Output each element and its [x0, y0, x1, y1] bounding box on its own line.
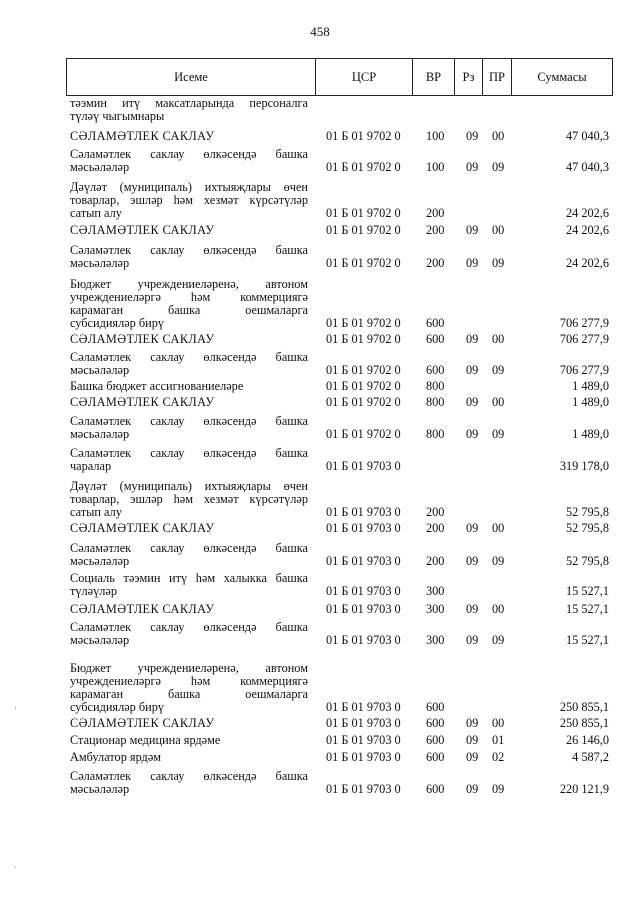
row-sum: 24 202,6 — [565, 206, 609, 220]
row-csr: 01 Б 01 9702 0 — [326, 427, 401, 441]
row-sum: 47 040,3 — [565, 129, 609, 143]
row-vr: 800 — [426, 379, 445, 393]
row-rz: 09 — [466, 716, 479, 730]
row-csr: 01 Б 01 9702 0 — [326, 316, 401, 330]
row-sum: 24 202,6 — [565, 256, 609, 270]
row-name-line: чаралар — [70, 459, 112, 473]
row-rz: 09 — [466, 256, 479, 270]
table-row — [0, 616, 640, 647]
row-name-line: карамаган башка оешмаларга — [70, 303, 308, 317]
row-vr: 600 — [426, 316, 445, 330]
row-vr: 600 — [426, 750, 445, 764]
row-name — [70, 751, 308, 764]
row-name-line: Амбулатор ярдәм — [70, 750, 162, 764]
row-name-line: Сәламәтлек саклау өлкәсендә башка — [70, 446, 308, 460]
header-sum: Суммасы — [537, 69, 587, 84]
row-rz: 09 — [466, 733, 479, 747]
row-pr: 00 — [492, 716, 505, 730]
row-pr: 00 — [492, 223, 505, 237]
row-pr: 09 — [492, 554, 505, 568]
row-name — [70, 480, 308, 519]
row-name-line: сатып алу — [70, 206, 122, 220]
row-name — [70, 603, 308, 616]
table-row — [0, 377, 640, 393]
table-row — [0, 647, 640, 714]
row-pr: 09 — [492, 782, 505, 796]
row-rz: 09 — [466, 782, 479, 796]
row-csr: 01 Б 01 9703 0 — [326, 700, 401, 714]
row-name-line: Бюджет учреждениеләренә, автоном — [70, 277, 308, 291]
row-vr: 300 — [426, 633, 445, 647]
table-row — [0, 730, 640, 747]
row-rz: 09 — [466, 521, 479, 535]
row-csr: 01 Б 01 9703 0 — [326, 584, 401, 598]
row-sum: 1 489,0 — [572, 379, 609, 393]
row-sum: 4 587,2 — [572, 750, 609, 764]
row-vr: 300 — [426, 602, 445, 616]
row-sum: 52 795,8 — [565, 505, 609, 519]
row-name-line: тәэмин итү максатларында персоналга — [70, 96, 308, 110]
row-sum: 52 795,8 — [565, 554, 609, 568]
row-csr: 01 Б 01 9702 0 — [326, 160, 401, 174]
table-row — [0, 473, 640, 519]
row-name — [70, 181, 308, 220]
row-name-line: СӘЛАМӘТЛЕК САКЛАУ — [70, 223, 215, 237]
header-name: Исеме — [67, 59, 316, 95]
table-row — [0, 97, 640, 123]
row-sum: 26 146,0 — [565, 733, 609, 747]
row-vr: 600 — [426, 700, 445, 714]
row-name — [70, 396, 308, 409]
row-name-line: Сәламәтлек саклау өлкәсендә башка — [70, 769, 308, 783]
row-name-line: Бюджет учреждениеләренә, автоном — [70, 661, 308, 675]
row-vr: 600 — [426, 332, 445, 346]
row-csr: 01 Б 01 9703 0 — [326, 521, 401, 535]
row-vr: 200 — [426, 223, 445, 237]
row-name — [70, 351, 308, 377]
row-vr: 600 — [426, 733, 445, 747]
table-row — [0, 598, 640, 616]
row-name-line: Сәламәтлек саклау өлкәсендә башка — [70, 414, 308, 428]
table-body — [0, 97, 640, 796]
row-name-line: түләү чыгымнары — [70, 109, 165, 123]
row-sum: 250 855,1 — [559, 716, 609, 730]
row-name-line: учреждениеләргә һәм коммерциягә — [70, 674, 308, 688]
row-name — [70, 770, 308, 796]
row-name-line: Социаль тәэмин итү һәм халыкка башка — [70, 571, 308, 585]
row-csr: 01 Б 01 9703 0 — [326, 733, 401, 747]
row-rz: 09 — [466, 602, 479, 616]
row-name-line: мәсьәләләр — [70, 160, 130, 174]
row-name-line: Сәламәтлек саклау өлкәсендә башка — [70, 541, 308, 555]
row-csr: 01 Б 01 9702 0 — [326, 256, 401, 270]
row-name-line: карамаган башка оешмаларга — [70, 687, 308, 701]
page-number: 458 — [310, 24, 330, 39]
row-name-line: СӘЛАМӘТЛЕК САКЛАУ — [70, 395, 215, 409]
row-name-line: мәсьәләләр — [70, 782, 130, 796]
table-row — [0, 123, 640, 143]
row-name — [70, 415, 308, 441]
row-name-line: СӘЛАМӘТЛЕК САКЛАУ — [70, 332, 215, 346]
row-sum: 706 277,9 — [559, 363, 609, 377]
row-pr: 00 — [492, 602, 505, 616]
scan-mark: . — [14, 860, 17, 871]
row-csr: 01 Б 01 9702 0 — [326, 223, 401, 237]
row-rz: 09 — [466, 395, 479, 409]
row-pr: 00 — [492, 129, 505, 143]
row-vr: 600 — [426, 782, 445, 796]
row-sum: 1 489,0 — [572, 395, 609, 409]
row-pr: 00 — [492, 521, 505, 535]
row-sum: 250 855,1 — [559, 700, 609, 714]
row-vr: 100 — [426, 160, 445, 174]
row-name-line: Сәламәтлек саклау өлкәсендә башка — [70, 620, 308, 634]
table-row — [0, 346, 640, 377]
row-csr: 01 Б 01 9703 0 — [326, 602, 401, 616]
row-name — [70, 734, 308, 747]
row-vr: 300 — [426, 584, 445, 598]
row-sum: 15 527,1 — [565, 602, 609, 616]
row-vr: 100 — [426, 129, 445, 143]
row-csr: 01 Б 01 9703 0 — [326, 554, 401, 568]
table-header — [66, 58, 613, 96]
row-name — [70, 522, 308, 535]
row-sum: 52 795,8 — [565, 521, 609, 535]
row-name — [70, 572, 308, 598]
row-name-line: мәсьәләләр — [70, 554, 130, 568]
table-row — [0, 519, 640, 535]
row-name-line: учреждениеләргә һәм коммерциягә — [70, 290, 308, 304]
row-csr: 01 Б 01 9703 0 — [326, 716, 401, 730]
row-rz: 09 — [466, 363, 479, 377]
row-rz: 09 — [466, 223, 479, 237]
row-csr: 01 Б 01 9702 0 — [326, 395, 401, 409]
row-name — [70, 278, 308, 330]
row-sum: 706 277,9 — [559, 332, 609, 346]
row-csr: 01 Б 01 9703 0 — [326, 750, 401, 764]
row-name — [70, 542, 308, 568]
row-name — [70, 224, 308, 237]
table-row — [0, 714, 640, 730]
row-pr: 00 — [492, 395, 505, 409]
row-name-line: товарлар, эшләр һәм хезмәт күрсәтүләр — [70, 193, 308, 207]
row-name-line: мәсьәләләр — [70, 633, 130, 647]
row-pr: 00 — [492, 332, 505, 346]
row-rz: 09 — [466, 554, 479, 568]
row-vr: 600 — [426, 363, 445, 377]
row-name — [70, 148, 308, 174]
row-vr: 200 — [426, 505, 445, 519]
row-name — [70, 130, 308, 143]
row-sum: 15 527,1 — [565, 633, 609, 647]
row-name-line: түләүләр — [70, 584, 118, 598]
row-name-line: СӘЛАМӘТЛЕК САКЛАУ — [70, 521, 215, 535]
row-name-line: сатып алу — [70, 505, 122, 519]
row-vr: 200 — [426, 554, 445, 568]
row-rz: 09 — [466, 750, 479, 764]
row-name — [70, 380, 308, 393]
row-pr: 02 — [492, 750, 505, 764]
header-rz: Рз — [455, 59, 483, 95]
row-name-line: субсидияләр бирү — [70, 316, 165, 330]
row-sum: 706 277,9 — [559, 316, 609, 330]
row-name-line: Сәламәтлек саклау өлкәсендә башка — [70, 243, 308, 257]
row-csr: 01 Б 01 9702 0 — [326, 332, 401, 346]
table-row — [0, 747, 640, 764]
row-vr: 200 — [426, 521, 445, 535]
row-name-line: Дәүләт (муниципаль) ихтыяҗлары өчен — [70, 180, 308, 194]
row-pr: 09 — [492, 363, 505, 377]
row-csr: 01 Б 01 9703 0 — [326, 633, 401, 647]
row-vr: 200 — [426, 206, 445, 220]
row-sum: 24 202,6 — [565, 223, 609, 237]
row-csr: 01 Б 01 9702 0 — [326, 379, 401, 393]
row-name — [70, 244, 308, 270]
table-row — [0, 270, 640, 330]
row-sum: 220 121,9 — [559, 782, 609, 796]
row-pr: 01 — [492, 733, 505, 747]
table-row — [0, 764, 640, 796]
row-name — [70, 717, 308, 730]
row-name-line: СӘЛАМӘТЛЕК САКЛАУ — [70, 716, 215, 730]
table-row — [0, 330, 640, 346]
row-csr: 01 Б 01 9702 0 — [326, 129, 401, 143]
row-sum: 1 489,0 — [572, 427, 609, 441]
row-name — [70, 333, 308, 346]
header-vr: ВР — [413, 59, 455, 95]
row-vr: 200 — [426, 256, 445, 270]
row-rz: 09 — [466, 332, 479, 346]
table-row — [0, 568, 640, 598]
row-sum: 319 178,0 — [559, 459, 609, 473]
row-csr: 01 Б 01 9702 0 — [326, 363, 401, 377]
row-name-line: Сәламәтлек саклау өлкәсендә башка — [70, 147, 308, 161]
table-row — [0, 237, 640, 270]
scan-mark: , — [14, 700, 17, 711]
row-csr: 01 Б 01 9703 0 — [326, 505, 401, 519]
table-row — [0, 143, 640, 174]
row-name-line: СӘЛАМӘТЛЕК САКЛАУ — [70, 129, 215, 143]
row-name — [70, 447, 308, 473]
row-name-line: мәсьәләләр — [70, 427, 130, 441]
table-row — [0, 174, 640, 220]
row-csr: 01 Б 01 9702 0 — [326, 206, 401, 220]
row-rz: 09 — [466, 427, 479, 441]
row-name — [70, 662, 308, 714]
row-name-line: Сәламәтлек саклау өлкәсендә башка — [70, 350, 308, 364]
row-pr: 09 — [492, 427, 505, 441]
row-rz: 09 — [466, 160, 479, 174]
row-sum: 15 527,1 — [565, 584, 609, 598]
row-name-line: мәсьәләләр — [70, 363, 130, 377]
row-name-line: Стационар медицина ярдәме — [70, 733, 221, 747]
table-row — [0, 441, 640, 473]
row-name-line: Башка бюджет ассигнованиеләре — [70, 379, 244, 393]
row-sum: 47 040,3 — [565, 160, 609, 174]
header-csr: ЦСР — [316, 59, 413, 95]
row-name-line: субсидияләр бирү — [70, 700, 165, 714]
row-vr: 800 — [426, 427, 445, 441]
row-pr: 09 — [492, 160, 505, 174]
row-name-line: мәсьәләләр — [70, 256, 130, 270]
row-csr: 01 Б 01 9703 0 — [326, 459, 401, 473]
row-name-line: товарлар, эшләр һәм хезмәт күрсәтүләр — [70, 492, 308, 506]
table-row — [0, 220, 640, 237]
row-vr: 600 — [426, 716, 445, 730]
table-row — [0, 393, 640, 409]
row-csr: 01 Б 01 9703 0 — [326, 782, 401, 796]
row-name — [70, 97, 308, 123]
row-rz: 09 — [466, 633, 479, 647]
row-name-line: СӘЛАМӘТЛЕК САКЛАУ — [70, 602, 215, 616]
row-name-line: Дәүләт (муниципаль) ихтыяҗлары өчен — [70, 479, 308, 493]
row-pr: 09 — [492, 633, 505, 647]
row-name — [70, 621, 308, 647]
header-pr: ПР — [483, 59, 512, 95]
table-row — [0, 409, 640, 441]
row-rz: 09 — [466, 129, 479, 143]
table-row — [0, 535, 640, 568]
row-vr: 800 — [426, 395, 445, 409]
row-pr: 09 — [492, 256, 505, 270]
